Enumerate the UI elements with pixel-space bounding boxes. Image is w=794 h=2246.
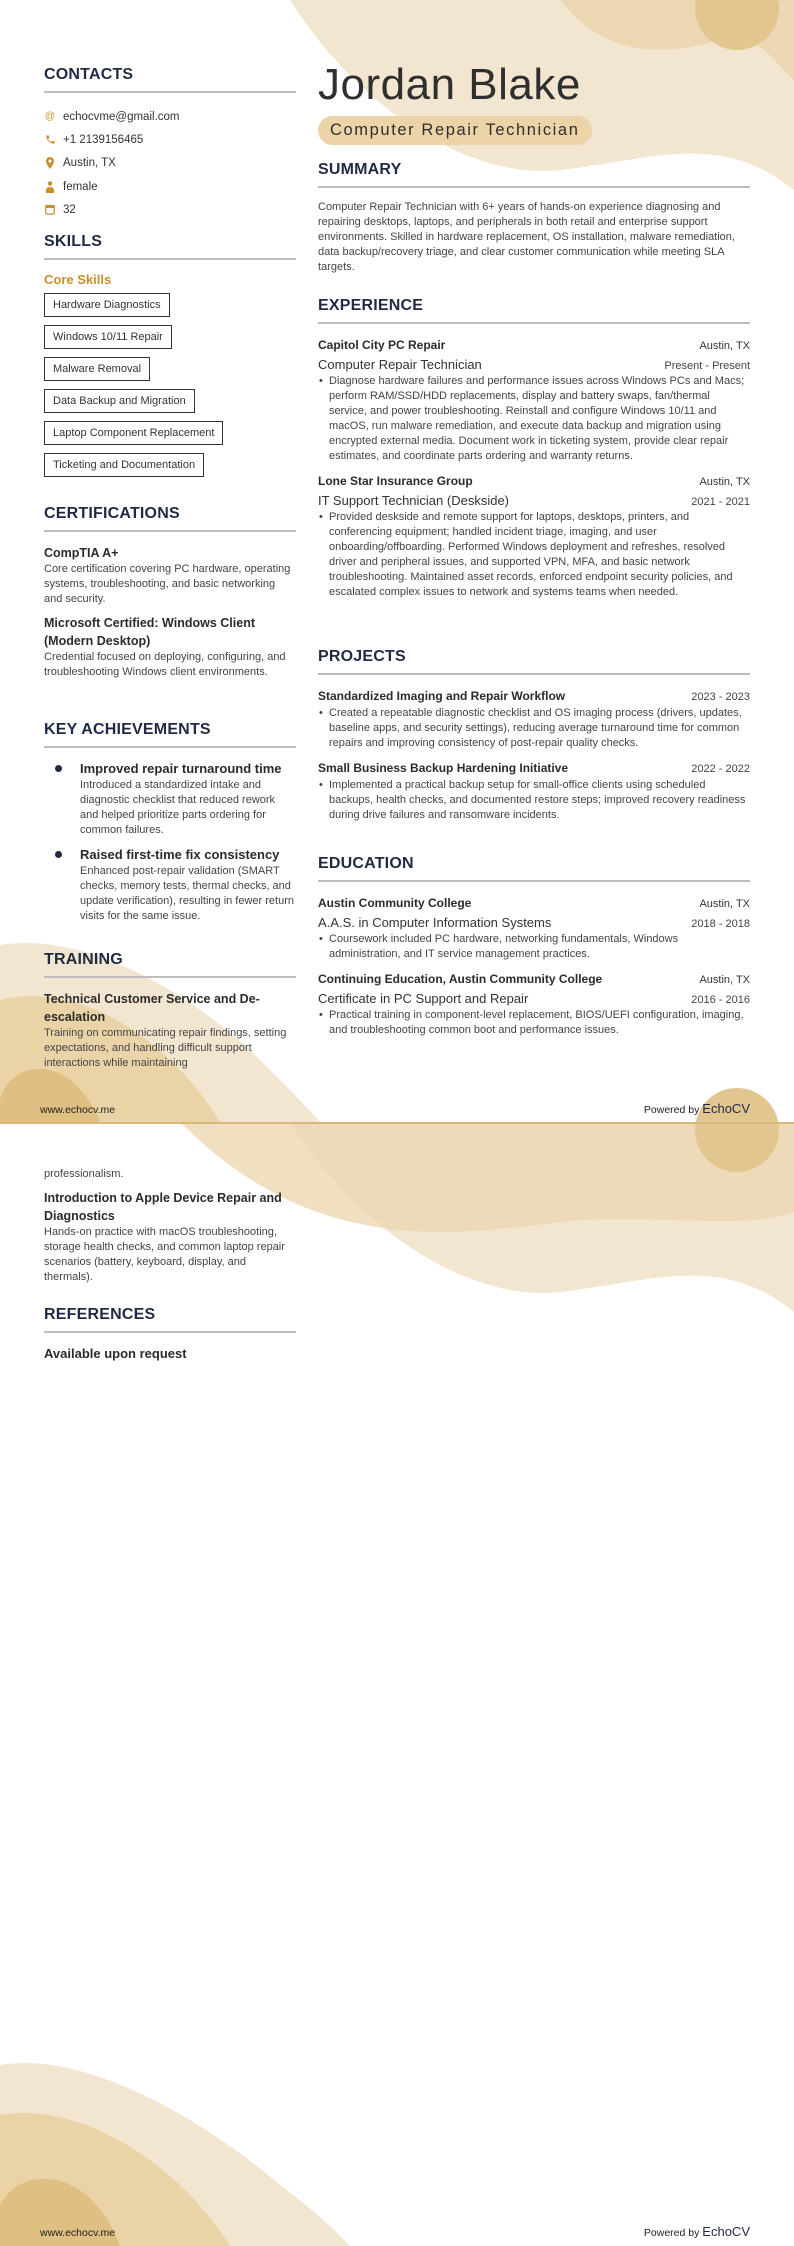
training-desc: professionalism. [44, 1168, 124, 1180]
job-title-badge: Computer Repair Technician [318, 116, 592, 145]
skill-chip: Hardware Diagnostics [44, 293, 170, 317]
degree: Certificate in PC Support and Repair [318, 991, 529, 1006]
achievement-desc: Enhanced post-repair validation (SMART checks, memory tests, thermal checks, and update verification), resulting in fewer return visits for the same issue. [80, 865, 294, 922]
summary-section [318, 161, 750, 275]
employer-name: Capitol City PC Repair [318, 338, 446, 352]
candidate-name: Jordan Blake [318, 60, 581, 109]
education-dates: 2016 - 2016 [691, 994, 750, 1006]
phone-icon [44, 134, 56, 146]
project-dates: 2022 - 2022 [691, 763, 750, 775]
summary-heading: SUMMARY [318, 161, 750, 188]
footer-website[interactable]: www.echocv.me [40, 2227, 116, 2239]
projects-heading: PROJECTS [318, 648, 750, 675]
contact-age [44, 198, 296, 221]
references-section [44, 1306, 296, 1363]
cert-desc: Core certification covering PC hardware, operating systems, troubleshooting, and basic networking and security. [44, 563, 291, 605]
school-name: Continuing Education, Austin Community College [318, 972, 603, 986]
job-dates: Present - Present [664, 360, 750, 372]
brand-logo[interactable]: EchoCV [702, 2224, 750, 2239]
contact-text: echocvme@gmail.com [63, 110, 180, 123]
project-dates: 2023 - 2023 [691, 691, 750, 703]
school-location: Austin, TX [699, 974, 750, 986]
contact-text: +1 2139156465 [63, 133, 144, 146]
references-text: Available upon request [44, 1346, 187, 1361]
contact-location [44, 152, 296, 175]
footer-powered [644, 2224, 750, 2239]
skill-chip: Windows 10/11 Repair [44, 325, 172, 349]
education-heading: EDUCATION [318, 855, 750, 882]
contact-text: Austin, TX [63, 157, 116, 170]
achievements-heading: KEY ACHIEVEMENTS [44, 721, 296, 748]
skills-group-label: Core Skills [44, 272, 112, 287]
achievement-item [44, 846, 296, 924]
education-dates: 2018 - 2018 [691, 918, 750, 930]
page-divider [0, 1122, 794, 1124]
training-desc: Hands-on practice with macOS troubleshooting, storage health checks, and common laptop repair scenarios (battery, keyboard, display, and thermals). [44, 1226, 285, 1283]
job-role: IT Support Technician (Deskside) [318, 493, 510, 508]
footer-powered [644, 1101, 750, 1116]
header [318, 60, 750, 145]
training-section [44, 951, 296, 1078]
contact-phone[interactable] [44, 128, 296, 151]
job-location: Austin, TX [699, 476, 750, 488]
contact-text: female [63, 180, 98, 193]
cert-title: CompTIA A+ [44, 546, 119, 560]
degree: A.A.S. in Computer Information Systems [318, 915, 552, 930]
education-section [318, 855, 750, 1046]
powered-by-label: Powered by [643, 2227, 700, 2239]
skills-section [44, 233, 296, 485]
footer-website[interactable]: www.echocv.me [40, 1104, 116, 1116]
skill-chip: Laptop Component Replacement [44, 421, 223, 445]
project-title: Standardized Imaging and Repair Workflow [318, 689, 566, 703]
skill-chip: Ticketing and Documentation [44, 453, 204, 477]
contact-email[interactable] [44, 105, 296, 128]
contact-text: 32 [63, 203, 76, 216]
skill-chip: Data Backup and Migration [44, 389, 195, 413]
contacts-section [44, 66, 296, 221]
skill-chip: Malware Removal [44, 357, 150, 381]
brand-logo[interactable]: EchoCV [702, 1101, 750, 1116]
job-dates: 2021 - 2021 [691, 496, 750, 508]
education-bullet: • Coursework included PC hardware, networking fundamentals, Windows administration, and IT service management practices. [318, 932, 750, 962]
bullet-dot-icon [55, 765, 62, 772]
contact-gender [44, 175, 296, 198]
projects-section [318, 648, 750, 831]
project-bullet: • Implemented a practical backup setup for small-office clients using scheduled backups, health checks, and documented restore steps; improved recovery readiness during drive failures and ransomware incidents. [318, 778, 750, 823]
certifications-heading: CERTIFICATIONS [44, 505, 296, 532]
experience-heading: EXPERIENCE [318, 297, 750, 324]
achievement-title: Raised first-time fix consistency [80, 847, 280, 862]
training-continued [44, 1167, 296, 1292]
training-title: Introduction to Apple Device Repair and Diagnostics [44, 1191, 282, 1223]
references-heading: REFERENCES [44, 1306, 296, 1333]
school-location: Austin, TX [699, 898, 750, 910]
job-role: Computer Repair Technician [318, 357, 482, 372]
training-heading: TRAINING [44, 951, 296, 978]
certifications-section [44, 505, 296, 687]
skills-heading: SKILLS [44, 233, 296, 260]
job-bullet: • Diagnose hardware failures and performance issues across Windows PCs and Macs; perform RAM/SSD/HDD replacements, display and battery swaps, fan/thermal service, and power troubleshooting. Reinstall and configure Windows 10/11 and macOS, run malware remediation, and execute data backup and migration using encrypted external media. Document work in ticketing system, provide clear repair estimates, and coordinate parts ordering and warranty returns. [318, 374, 750, 464]
experience-section [318, 297, 750, 608]
project-bullet: • Created a repeatable diagnostic checklist and OS imaging process (drivers, updates, baseline apps, and security settings), reducing average turnaround time for common repairs and improving consistency of post-repair quality checks. [318, 706, 750, 751]
contacts-heading: CONTACTS [44, 66, 296, 93]
achievement-desc: Introduced a standardized intake and diagnostic checklist that reduced rework and helped prioritize parts ordering for common failures. [80, 779, 276, 836]
job-bullet: • Provided deskside and remote support for laptops, desktops, printers, and conferencing equipment; handled incident triage, imaging, and user onboarding/offboarding. Performed Windows deployment and refreshes, resolved driver and peripheral issues, and supported VPN, MFA, and basic network troubleshooting. Maintained asset records, enforced endpoint security policies, and escalated complex issues to network and systems teams when needed. [318, 510, 750, 600]
bullet-dot-icon [55, 851, 62, 858]
location-pin-icon [44, 157, 56, 169]
achievements-section [44, 721, 296, 932]
school-name: Austin Community College [318, 896, 472, 910]
cert-desc: Credential focused on deploying, configuring, and troubleshooting Windows client environments. [44, 651, 286, 678]
achievement-item [44, 760, 296, 838]
at-icon: @ [44, 111, 56, 123]
summary-text: Computer Repair Technician with 6+ years of hands-on experience diagnosing and repairing desktops, laptops, and peripherals in both retail and enterprise support environments. Skilled in hardware replacement, OS installation, malware remediation, data backup/recovery triage, and clear customer communication while meeting SLA targets. [318, 201, 735, 273]
person-icon [44, 181, 56, 193]
job-location: Austin, TX [699, 340, 750, 352]
training-title: Technical Customer Service and De-escalation [44, 992, 260, 1024]
calendar-icon [44, 204, 56, 216]
project-title: Small Business Backup Hardening Initiative [318, 761, 569, 775]
powered-by-label: Powered by [643, 1104, 700, 1116]
achievement-title: Improved repair turnaround time [80, 761, 282, 776]
employer-name: Lone Star Insurance Group [318, 474, 473, 488]
cert-title: Microsoft Certified: Windows Client (Modern Desktop) [44, 616, 255, 648]
training-desc: Training on communicating repair findings, setting expectations, and handling difficult support interactions while maintaining [44, 1027, 287, 1069]
education-bullet: • Practical training in component-level replacement, BIOS/UEFI configuration, imaging, and troubleshooting common boot and performance issues. [318, 1008, 750, 1038]
